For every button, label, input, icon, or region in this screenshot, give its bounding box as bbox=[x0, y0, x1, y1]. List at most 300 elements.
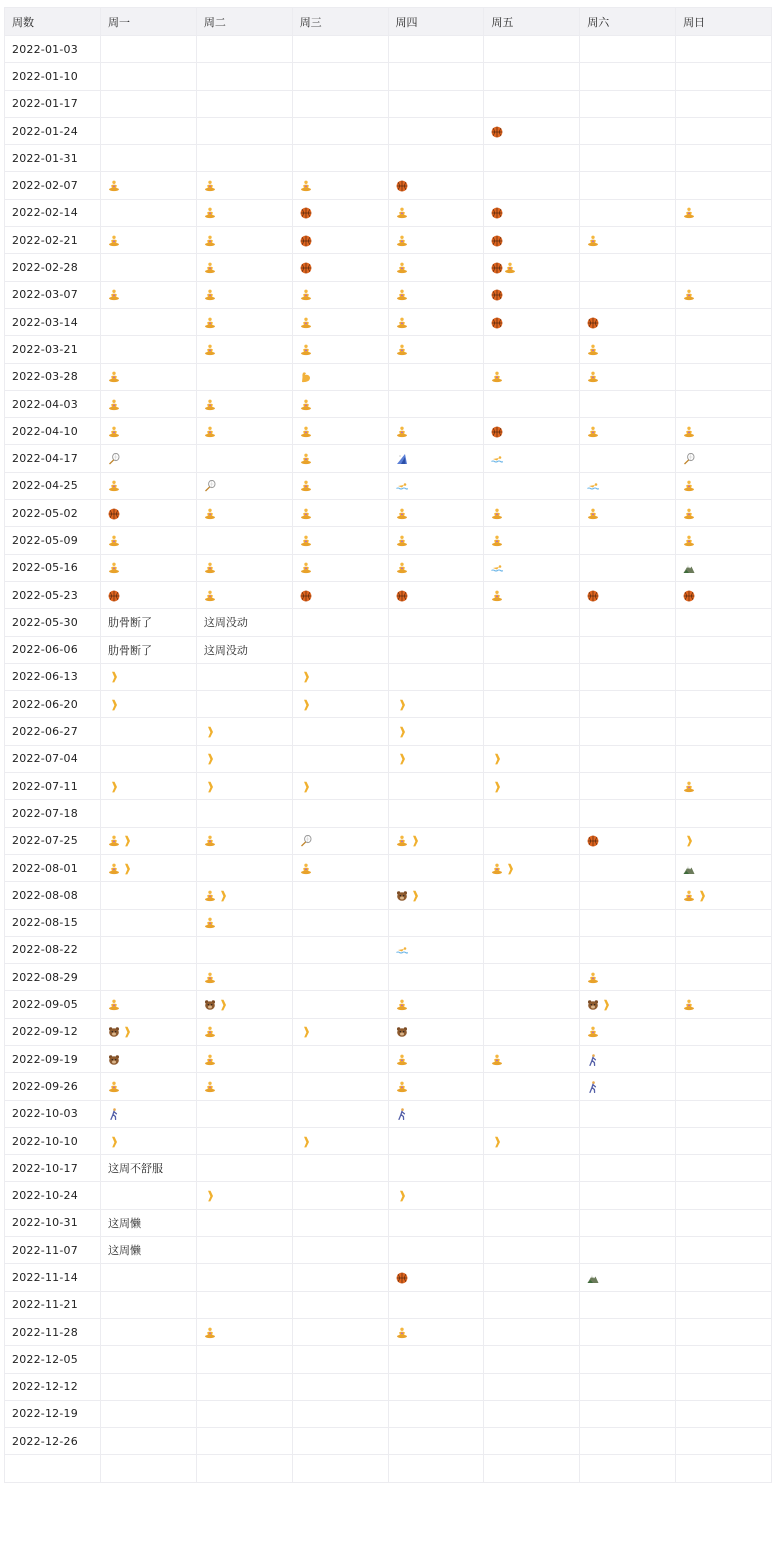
meditation-icon bbox=[491, 589, 504, 602]
week-start-date: 2022-08-15 bbox=[5, 909, 101, 936]
cell-friday bbox=[484, 1182, 580, 1209]
week-start-date: 2022-10-03 bbox=[5, 1100, 101, 1127]
basketball-icon bbox=[396, 589, 409, 602]
cell-monday bbox=[101, 1182, 197, 1209]
cell-wednesday bbox=[292, 581, 388, 608]
week-start-date: 2022-03-14 bbox=[5, 308, 101, 335]
cell-saturday bbox=[580, 90, 676, 117]
cell-wednesday bbox=[292, 1073, 388, 1100]
cell-saturday bbox=[580, 472, 676, 499]
meditation-icon bbox=[204, 561, 217, 574]
basketball-icon bbox=[491, 288, 504, 301]
cell-wednesday bbox=[292, 363, 388, 390]
cell-sunday bbox=[676, 691, 772, 718]
cell-wednesday bbox=[292, 609, 388, 636]
meditation-icon bbox=[587, 370, 600, 383]
meditation-icon bbox=[204, 916, 217, 929]
cell-monday bbox=[101, 1155, 197, 1182]
cell-friday bbox=[484, 554, 580, 581]
cell-saturday bbox=[580, 418, 676, 445]
cell-thursday bbox=[388, 1045, 484, 1072]
cell-friday bbox=[484, 745, 580, 772]
leg-icon bbox=[683, 834, 696, 847]
meditation-icon bbox=[683, 889, 696, 902]
cell-monday bbox=[101, 991, 197, 1018]
meditation-icon bbox=[204, 316, 217, 329]
leg-icon bbox=[491, 780, 504, 793]
leg-icon bbox=[409, 889, 422, 902]
meditation-icon bbox=[108, 288, 121, 301]
cell-tuesday bbox=[196, 800, 292, 827]
cell-tuesday bbox=[196, 36, 292, 63]
cell-tuesday bbox=[196, 1045, 292, 1072]
meditation-icon bbox=[300, 288, 313, 301]
cell-monday bbox=[101, 1073, 197, 1100]
meditation-icon bbox=[396, 1326, 409, 1339]
meditation-icon bbox=[300, 343, 313, 356]
cell-thursday bbox=[388, 1073, 484, 1100]
cell-saturday bbox=[580, 745, 676, 772]
cell-tuesday bbox=[196, 308, 292, 335]
cell-monday bbox=[101, 581, 197, 608]
cell-thursday bbox=[388, 1237, 484, 1264]
cell-sunday bbox=[676, 991, 772, 1018]
cell-tuesday bbox=[196, 1182, 292, 1209]
cell-saturday bbox=[580, 964, 676, 991]
cell-wednesday bbox=[292, 1346, 388, 1373]
cell-wednesday bbox=[292, 308, 388, 335]
cell-monday bbox=[101, 773, 197, 800]
week-start-date: 2022-06-06 bbox=[5, 636, 101, 663]
cell-tuesday bbox=[196, 909, 292, 936]
week-start-date: 2022-07-25 bbox=[5, 827, 101, 854]
cell-wednesday bbox=[292, 1209, 388, 1236]
cell-thursday bbox=[388, 336, 484, 363]
meditation-icon bbox=[396, 834, 409, 847]
cell-friday bbox=[484, 1291, 580, 1318]
cell-tuesday bbox=[196, 227, 292, 254]
cell-wednesday bbox=[292, 745, 388, 772]
cell-sunday bbox=[676, 500, 772, 527]
cell-monday bbox=[101, 1018, 197, 1045]
cell-saturday bbox=[580, 36, 676, 63]
cell-thursday bbox=[388, 145, 484, 172]
cell-monday bbox=[101, 90, 197, 117]
basketball-icon bbox=[396, 179, 409, 192]
cell-thursday bbox=[388, 1428, 484, 1455]
meditation-icon bbox=[396, 507, 409, 520]
cell-wednesday bbox=[292, 663, 388, 690]
cell-wednesday bbox=[292, 1045, 388, 1072]
cell-tuesday bbox=[196, 1155, 292, 1182]
week-start-date: 2022-10-31 bbox=[5, 1209, 101, 1236]
cell-saturday bbox=[580, 827, 676, 854]
cell-saturday bbox=[580, 1237, 676, 1264]
cell-sunday bbox=[676, 254, 772, 281]
basketball-icon bbox=[491, 234, 504, 247]
basketball-icon bbox=[491, 316, 504, 329]
meditation-icon bbox=[108, 1080, 121, 1093]
cell-tuesday bbox=[196, 390, 292, 417]
cell-thursday bbox=[388, 936, 484, 963]
cell-tuesday bbox=[196, 363, 292, 390]
meditation-icon bbox=[683, 479, 696, 492]
basketball-icon bbox=[396, 1271, 409, 1284]
cell-monday bbox=[101, 854, 197, 881]
cell-monday bbox=[101, 1045, 197, 1072]
table-row bbox=[5, 254, 772, 281]
table-row bbox=[5, 199, 772, 226]
cell-friday bbox=[484, 1237, 580, 1264]
cell-sunday bbox=[676, 1373, 772, 1400]
cell-sunday bbox=[676, 281, 772, 308]
week-start-date: 2022-06-13 bbox=[5, 663, 101, 690]
cell-monday bbox=[101, 63, 197, 90]
cell-monday bbox=[101, 1209, 197, 1236]
table-row bbox=[5, 663, 772, 690]
week-start-date: 2022-12-19 bbox=[5, 1400, 101, 1427]
cell-tuesday bbox=[196, 964, 292, 991]
week-start-date: 2022-09-12 bbox=[5, 1018, 101, 1045]
cell-wednesday bbox=[292, 1455, 388, 1482]
cell-friday bbox=[484, 1073, 580, 1100]
basketball-icon bbox=[587, 834, 600, 847]
cell-sunday bbox=[676, 1100, 772, 1127]
cell-sunday bbox=[676, 1264, 772, 1291]
cell-sunday bbox=[676, 1182, 772, 1209]
cell-thursday bbox=[388, 254, 484, 281]
cell-friday bbox=[484, 1018, 580, 1045]
meditation-icon bbox=[108, 479, 121, 492]
cell-sunday bbox=[676, 800, 772, 827]
cell-friday bbox=[484, 36, 580, 63]
table-row bbox=[5, 609, 772, 636]
cell-thursday bbox=[388, 909, 484, 936]
cell-friday bbox=[484, 500, 580, 527]
cell-sunday bbox=[676, 418, 772, 445]
cell-saturday bbox=[580, 882, 676, 909]
cell-thursday bbox=[388, 363, 484, 390]
week-start-date: 2022-08-01 bbox=[5, 854, 101, 881]
swimming-icon bbox=[396, 943, 409, 956]
cell-tuesday bbox=[196, 418, 292, 445]
badminton-racket-icon bbox=[108, 452, 121, 465]
cell-saturday bbox=[580, 773, 676, 800]
cell-thursday bbox=[388, 199, 484, 226]
cell-tuesday bbox=[196, 281, 292, 308]
cell-thursday bbox=[388, 1182, 484, 1209]
cell-sunday bbox=[676, 1428, 772, 1455]
cell-tuesday bbox=[196, 554, 292, 581]
cell-wednesday bbox=[292, 1018, 388, 1045]
cell-wednesday bbox=[292, 390, 388, 417]
cell-tuesday bbox=[196, 691, 292, 718]
week-start-date: 2022-07-04 bbox=[5, 745, 101, 772]
cell-sunday bbox=[676, 882, 772, 909]
cell-thursday bbox=[388, 773, 484, 800]
table-row bbox=[5, 1346, 772, 1373]
cell-monday bbox=[101, 500, 197, 527]
cell-friday bbox=[484, 636, 580, 663]
table-row bbox=[5, 1155, 772, 1182]
leg-icon bbox=[204, 1189, 217, 1202]
leg-icon bbox=[300, 1135, 313, 1148]
cell-sunday bbox=[676, 554, 772, 581]
week-start-date: 2022-05-16 bbox=[5, 554, 101, 581]
table-row bbox=[5, 36, 772, 63]
header-thursday: 周四 bbox=[388, 8, 484, 36]
cell-monday bbox=[101, 145, 197, 172]
leg-icon bbox=[217, 998, 230, 1011]
meditation-icon bbox=[683, 780, 696, 793]
cell-sunday bbox=[676, 1400, 772, 1427]
cell-tuesday bbox=[196, 773, 292, 800]
cell-tuesday bbox=[196, 991, 292, 1018]
meditation-icon bbox=[204, 1326, 217, 1339]
week-start-date: 2022-09-26 bbox=[5, 1073, 101, 1100]
table-row bbox=[5, 227, 772, 254]
cell-saturday bbox=[580, 500, 676, 527]
table-row bbox=[5, 418, 772, 445]
meditation-icon bbox=[204, 234, 217, 247]
cell-wednesday bbox=[292, 172, 388, 199]
meditation-icon bbox=[300, 561, 313, 574]
cell-saturday bbox=[580, 991, 676, 1018]
table-row bbox=[5, 1237, 772, 1264]
meditation-icon bbox=[300, 479, 313, 492]
table-row bbox=[5, 827, 772, 854]
cell-friday bbox=[484, 936, 580, 963]
cell-sunday bbox=[676, 609, 772, 636]
cell-wednesday bbox=[292, 281, 388, 308]
cell-wednesday bbox=[292, 1264, 388, 1291]
meditation-icon bbox=[396, 261, 409, 274]
cell-wednesday bbox=[292, 1400, 388, 1427]
week-start-date: 2022-05-09 bbox=[5, 527, 101, 554]
cell-saturday bbox=[580, 1127, 676, 1154]
cell-monday bbox=[101, 691, 197, 718]
week-start-date: 2022-02-14 bbox=[5, 199, 101, 226]
cell-friday bbox=[484, 390, 580, 417]
cell-tuesday bbox=[196, 1264, 292, 1291]
cell-sunday bbox=[676, 1127, 772, 1154]
table-row bbox=[5, 1073, 772, 1100]
cell-friday bbox=[484, 1045, 580, 1072]
week-start-date: 2022-06-20 bbox=[5, 691, 101, 718]
week-start-date: 2022-07-18 bbox=[5, 800, 101, 827]
leg-icon bbox=[204, 752, 217, 765]
cell-sunday bbox=[676, 1018, 772, 1045]
swimming-icon bbox=[587, 479, 600, 492]
cell-friday bbox=[484, 718, 580, 745]
cell-saturday bbox=[580, 909, 676, 936]
basketball-icon bbox=[491, 206, 504, 219]
cell-friday bbox=[484, 227, 580, 254]
mountain-icon bbox=[683, 561, 696, 574]
walking-icon bbox=[587, 1080, 600, 1093]
cell-tuesday bbox=[196, 445, 292, 472]
week-start-date: 2022-10-24 bbox=[5, 1182, 101, 1209]
meditation-icon bbox=[204, 1025, 217, 1038]
table-row bbox=[5, 636, 772, 663]
cell-saturday bbox=[580, 1346, 676, 1373]
cell-thursday bbox=[388, 1127, 484, 1154]
meditation-icon bbox=[587, 343, 600, 356]
cell-sunday bbox=[676, 1237, 772, 1264]
cell-monday bbox=[101, 227, 197, 254]
meditation-icon bbox=[108, 834, 121, 847]
cell-thursday bbox=[388, 663, 484, 690]
leg-icon bbox=[300, 780, 313, 793]
cell-friday bbox=[484, 308, 580, 335]
cell-friday bbox=[484, 1100, 580, 1127]
week-start-date: 2022-12-26 bbox=[5, 1428, 101, 1455]
meditation-icon bbox=[396, 288, 409, 301]
week-start-date: 2022-04-25 bbox=[5, 472, 101, 499]
cell-friday bbox=[484, 691, 580, 718]
cell-friday bbox=[484, 172, 580, 199]
cell-monday bbox=[101, 1264, 197, 1291]
walking-icon bbox=[587, 1053, 600, 1066]
meditation-icon bbox=[108, 234, 121, 247]
cell-sunday bbox=[676, 199, 772, 226]
cell-note: 这周没动 bbox=[203, 643, 248, 657]
meditation-icon bbox=[504, 261, 517, 274]
cell-sunday bbox=[676, 773, 772, 800]
basketball-icon bbox=[300, 206, 313, 219]
week-start-date: 2022-12-12 bbox=[5, 1373, 101, 1400]
table-row bbox=[5, 117, 772, 144]
cell-sunday bbox=[676, 308, 772, 335]
cell-tuesday bbox=[196, 636, 292, 663]
cell-wednesday bbox=[292, 718, 388, 745]
cell-sunday bbox=[676, 1073, 772, 1100]
table-row bbox=[5, 1373, 772, 1400]
cell-friday bbox=[484, 63, 580, 90]
meditation-icon bbox=[108, 862, 121, 875]
table-row bbox=[5, 1045, 772, 1072]
cell-friday bbox=[484, 882, 580, 909]
cell-tuesday bbox=[196, 663, 292, 690]
cell-friday bbox=[484, 445, 580, 472]
cell-tuesday bbox=[196, 472, 292, 499]
cell-tuesday bbox=[196, 1127, 292, 1154]
cell-friday bbox=[484, 1346, 580, 1373]
cell-sunday bbox=[676, 718, 772, 745]
cell-wednesday bbox=[292, 991, 388, 1018]
table-row bbox=[5, 1455, 772, 1482]
meditation-icon bbox=[300, 534, 313, 547]
cell-wednesday bbox=[292, 418, 388, 445]
badminton-racket-icon bbox=[204, 479, 217, 492]
cell-note: 肋骨断了 bbox=[108, 643, 152, 657]
cell-tuesday bbox=[196, 527, 292, 554]
basketball-icon bbox=[491, 125, 504, 138]
cell-saturday bbox=[580, 854, 676, 881]
meditation-icon bbox=[683, 507, 696, 520]
cell-tuesday bbox=[196, 172, 292, 199]
cell-wednesday bbox=[292, 800, 388, 827]
basketball-icon bbox=[300, 589, 313, 602]
cell-friday bbox=[484, 909, 580, 936]
cell-tuesday bbox=[196, 199, 292, 226]
cell-monday bbox=[101, 936, 197, 963]
cell-monday bbox=[101, 609, 197, 636]
bear-icon bbox=[204, 998, 217, 1011]
cell-wednesday bbox=[292, 1127, 388, 1154]
meditation-icon bbox=[204, 398, 217, 411]
week-start-date: 2022-05-23 bbox=[5, 581, 101, 608]
meditation-icon bbox=[204, 507, 217, 520]
cell-wednesday bbox=[292, 145, 388, 172]
table-row bbox=[5, 308, 772, 335]
bear-icon bbox=[108, 1025, 121, 1038]
cell-monday bbox=[101, 1237, 197, 1264]
cell-thursday bbox=[388, 281, 484, 308]
cell-sunday bbox=[676, 936, 772, 963]
meditation-icon bbox=[204, 1080, 217, 1093]
cell-tuesday bbox=[196, 1455, 292, 1482]
week-start-date: 2022-11-28 bbox=[5, 1318, 101, 1345]
cell-sunday bbox=[676, 827, 772, 854]
meditation-icon bbox=[300, 316, 313, 329]
table-row bbox=[5, 172, 772, 199]
cell-sunday bbox=[676, 117, 772, 144]
cell-friday bbox=[484, 964, 580, 991]
cell-friday bbox=[484, 1400, 580, 1427]
cell-thursday bbox=[388, 1318, 484, 1345]
week-start-date: 2022-08-22 bbox=[5, 936, 101, 963]
cell-monday bbox=[101, 445, 197, 472]
basketball-icon bbox=[491, 261, 504, 274]
cell-note: 这周懒 bbox=[108, 1244, 141, 1258]
cell-friday bbox=[484, 90, 580, 117]
leg-icon bbox=[108, 1135, 121, 1148]
meditation-icon bbox=[108, 561, 121, 574]
cell-thursday bbox=[388, 554, 484, 581]
cell-friday bbox=[484, 527, 580, 554]
week-start-date: 2022-04-17 bbox=[5, 445, 101, 472]
week-start-date: 2022-03-21 bbox=[5, 336, 101, 363]
cell-saturday bbox=[580, 199, 676, 226]
week-start-date: 2022-02-07 bbox=[5, 172, 101, 199]
mountain-icon bbox=[587, 1271, 600, 1284]
meditation-icon bbox=[683, 288, 696, 301]
meditation-icon bbox=[108, 425, 121, 438]
cell-thursday bbox=[388, 691, 484, 718]
cell-saturday bbox=[580, 1073, 676, 1100]
cell-tuesday bbox=[196, 145, 292, 172]
cell-monday bbox=[101, 1400, 197, 1427]
cell-tuesday bbox=[196, 1018, 292, 1045]
cell-monday bbox=[101, 636, 197, 663]
cell-saturday bbox=[580, 1155, 676, 1182]
table-row bbox=[5, 63, 772, 90]
table-row bbox=[5, 1100, 772, 1127]
cell-saturday bbox=[580, 609, 676, 636]
cell-wednesday bbox=[292, 445, 388, 472]
meditation-icon bbox=[587, 234, 600, 247]
cell-thursday bbox=[388, 500, 484, 527]
bear-icon bbox=[587, 998, 600, 1011]
cell-thursday bbox=[388, 827, 484, 854]
cell-thursday bbox=[388, 472, 484, 499]
week-start-date: 2022-06-27 bbox=[5, 718, 101, 745]
cell-thursday bbox=[388, 800, 484, 827]
cell-tuesday bbox=[196, 609, 292, 636]
meditation-icon bbox=[204, 261, 217, 274]
cell-friday bbox=[484, 418, 580, 445]
